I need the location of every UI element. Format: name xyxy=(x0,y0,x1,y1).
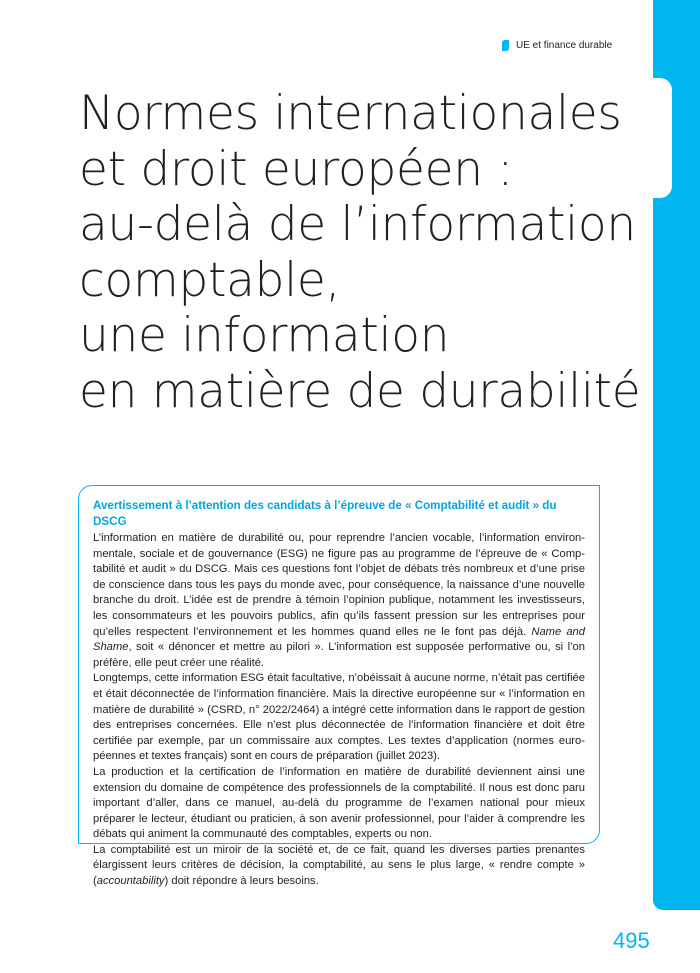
text: La comptabilité est un miroir de la société et, de ce fait, quand les diverses parties prenantes élargissent leurs critères de décision, la comptabilité, au sens le plus large, « rendre compte » ( xyxy=(93,843,585,888)
notice-paragraph: Longtemps, cette information ESG était facultative, n’obéissait à aucune norme, n’était pas certifiée et était déconnectée de l’information financière. Mais la directive européenne sur « l’information en matière de durabilité » (CSRD, n° 2022/2464) a intégré cette information dans le rapport de gestion des entreprises concernées. Elle n’est plus déconnectée de l’information financière et doit être certifiée par exemple, par un commissaire aux comptes. Les textes d’application (normes européennes et textes français) sont en cours de préparation (juillet 2023). xyxy=(93,672,585,763)
notice-paragraph: La production et la certification de l’information en matière de durabilité deviennent ainsi une extension du domaine de compétence des professionnels de la comptabilité. Il nous est donc paru important d’aller, dans ce manuel, au-delà du programme de l’examen national pour mieux préparer le lecteur, étudiant ou praticien, à son avenir professionnel, pour l’aider à comprendre les débats qui animent la communauté des comptables, experts ou non. xyxy=(93,765,585,841)
italic-term: accountability xyxy=(96,875,165,888)
notice-box xyxy=(78,485,600,888)
title-line: et droit européen : xyxy=(79,141,513,197)
notice-paragraph xyxy=(93,531,585,671)
section-label: UE et finance durable xyxy=(516,40,613,51)
title-line: en matière de durabilité xyxy=(79,363,641,419)
text: L’information en matière de durabilité ou, pour reprendre l’ancien vocable, l’information environmentale, sociale et de gouvernance (ESG) ne figure pas au programme de l’épreuve de « Comptabilité et audit » du DSCG. Mais ces questions font l’objet de débats très nombreux et d’une prise de conscience dans tous les pays du monde avec, pour conséquence, la naissance d’une nouvelle branche du droit. L’idée est de prendre à témoin l’opinion publique, notamment les investisseurs, les consommateurs et les pouvoirs publics, afin qu’ils fassent pression sur les entreprises pour qu’elles respectent l’environnement et les hommes quand elles ne le font pas déjà. xyxy=(93,532,585,638)
title-line: une information xyxy=(79,308,450,363)
side-tab-notch xyxy=(653,78,672,198)
italic-term: Name and Shame xyxy=(93,625,585,654)
page-number: 495 xyxy=(613,928,650,953)
notice-paragraph xyxy=(93,843,585,890)
notice-heading: Avertissement à l’attention des candidats à l’épreuve de « Comptabilité et audit » du DSCG xyxy=(93,499,557,528)
title-line: comptable, xyxy=(79,252,341,308)
chapter-title xyxy=(79,86,640,419)
text: , soit « dénoncer et mettre au pilori ». L’information est supposée performative ou, si l’on préfère, elle peut créer une réalité. xyxy=(93,641,585,669)
title-line: au-delà de l’information xyxy=(79,197,636,252)
section-marker-icon xyxy=(502,40,509,51)
running-header xyxy=(502,40,612,51)
text: ) doit répondre à leurs besoins. xyxy=(164,875,319,888)
title-line: Normes internationales xyxy=(79,86,622,141)
